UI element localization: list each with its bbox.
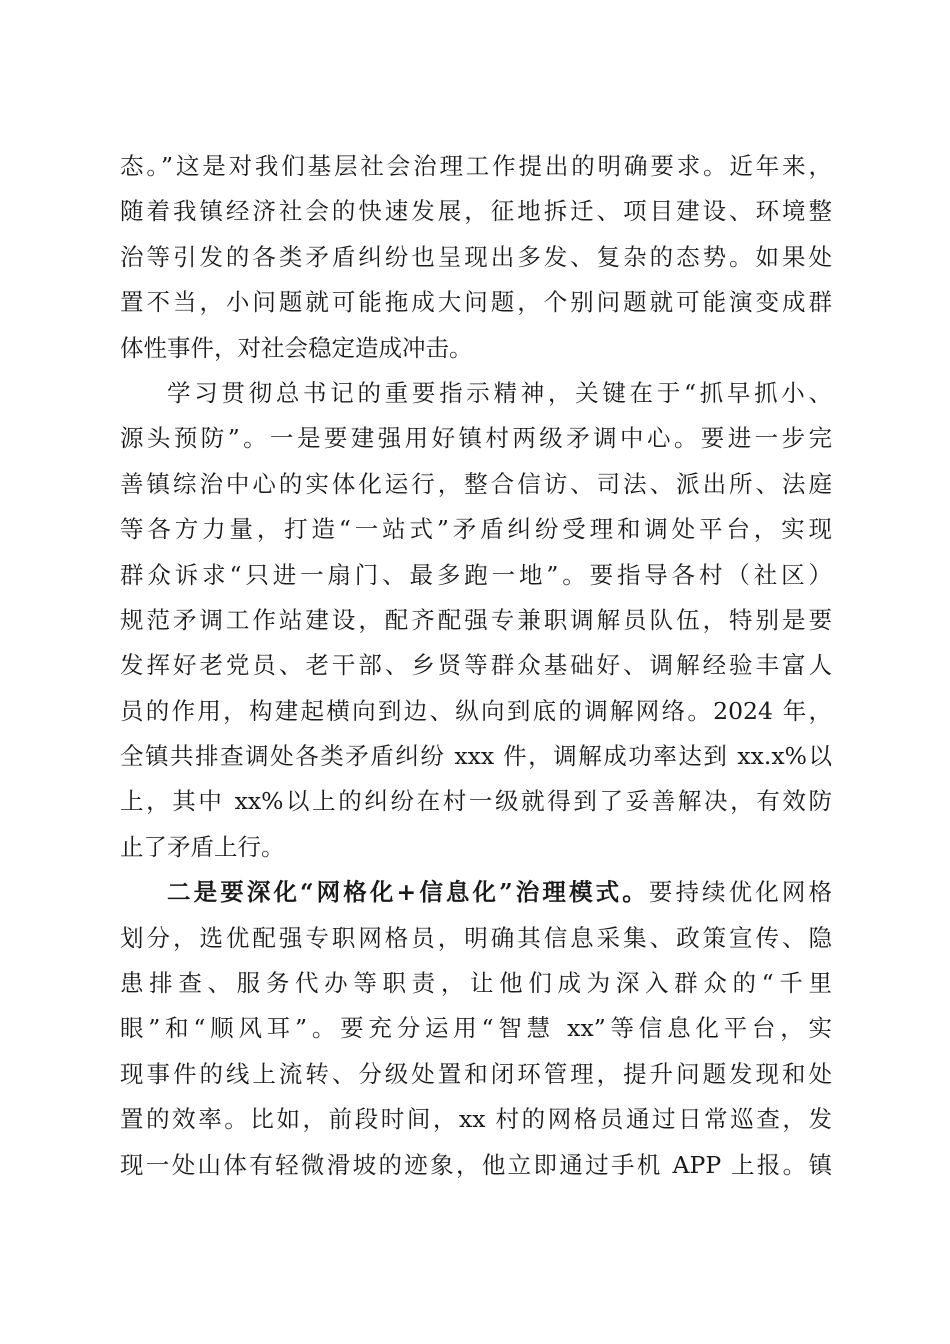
paragraph-2-line-6: 规范矛调工作站建设，配齐配强专兼职调解员队伍，特别是要 xyxy=(120,605,832,634)
paragraph-3-bold-lead: 二是要深化“网格化+信息化”治理模式。 xyxy=(167,878,649,907)
paragraph-3-line-2: 划分，选优配强专职网格员，明确其信息采集、政策宣传、隐 xyxy=(120,923,832,952)
paragraph-3-line-6: 置的效率。比如，前段时间，xx 村的网格员通过日常巡查，发 xyxy=(120,1105,832,1134)
paragraph-2-line-10: 上，其中 xx%以上的纠纷在村一级就得到了妥善解决，有效防 xyxy=(120,787,832,816)
paragraph-3-line-1-rest: 要持续优化网格 xyxy=(648,878,832,907)
paragraph-1-line-4: 置不当，小问题就可能拖成大问题，个别问题就可能演变成群 xyxy=(120,288,832,317)
paragraph-2-line-9: 全镇共排查调处各类矛盾纠纷 xxx 件，调解成功率达到 xx.x%以 xyxy=(120,742,832,771)
paragraph-3-line-3: 患排查、服务代办等职责，让他们成为深入群众的“千里 xyxy=(120,969,832,998)
paragraph-1-line-5: 体性事件，对社会稳定造成冲击。 xyxy=(120,333,473,362)
paragraph-2-line-3: 善镇综治中心的实体化运行，整合信访、司法、派出所、法庭 xyxy=(120,469,832,498)
paragraph-2-line-11: 止了矛盾上行。 xyxy=(120,832,285,861)
paragraph-3-line-7: 现一处山体有轻微滑坡的迹象，他立即通过手机 APP 上报。镇 xyxy=(120,1150,832,1179)
paragraph-2-line-4: 等各方力量，打造“一站式”矛盾纠纷受理和调处平台，实现 xyxy=(120,515,832,544)
paragraph-2-line-2: 源头预防”。一是要建强用好镇村两级矛调中心。要进一步完 xyxy=(120,424,832,453)
paragraph-2-line-5: 群众诉求“只进一扇门、最多跑一地”。要指导各村（社区） xyxy=(120,560,832,589)
paragraph-3-line-1 xyxy=(120,870,832,915)
paragraph-1-line-3: 治等引发的各类矛盾纠纷也呈现出多发、复杂的态势。如果处 xyxy=(120,242,832,271)
paragraph-1-line-2: 随着我镇经济社会的快速发展，征地拆迁、项目建设、环境整 xyxy=(120,197,832,226)
paragraph-2-line-8: 员的作用，构建起横向到边、纵向到底的调解网络。2024 年， xyxy=(120,696,832,725)
paragraph-1-line-1: 态。”这是对我们基层社会治理工作提出的明确要求。近年来， xyxy=(120,152,832,180)
paragraph-2-line-7: 发挥好老党员、老干部、乡贤等群众基础好、调解经验丰富人 xyxy=(120,651,832,680)
paragraph-3-line-4: 眼”和“顺风耳”。要充分运用“智慧 xx”等信息化平台，实 xyxy=(120,1014,832,1043)
body-text xyxy=(120,144,832,1188)
paragraph-3-line-5: 现事件的线上流转、分级处置和闭环管理，提升问题发现和处 xyxy=(120,1059,832,1088)
paragraph-2-line-1: 学习贯彻总书记的重要指示精神，关键在于“抓早抓小、 xyxy=(167,378,832,407)
